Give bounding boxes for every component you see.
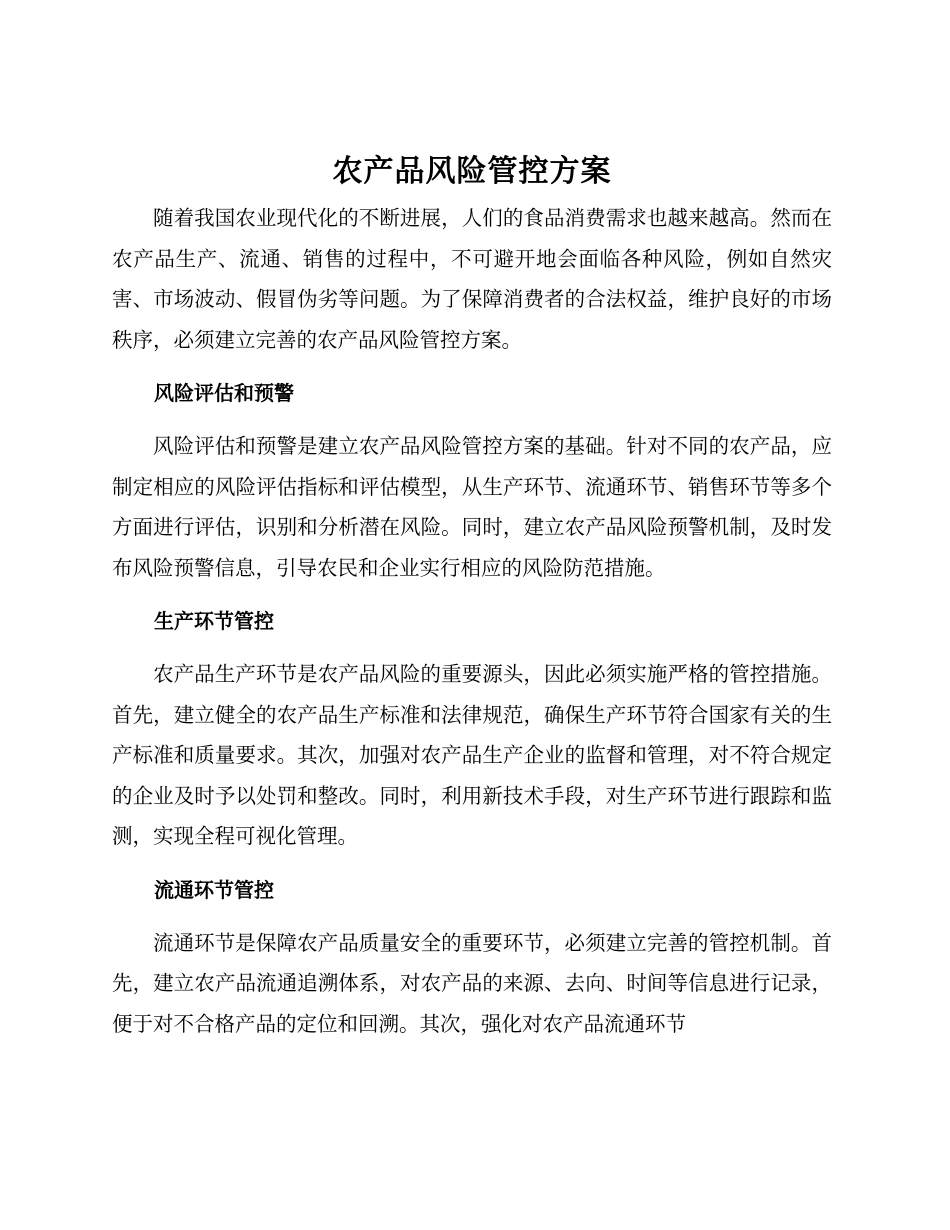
section-heading: 风险评估和预警	[154, 381, 294, 405]
section-production-control	[112, 601, 832, 857]
intro-paragraph: 随着我国农业现代化的不断进展，人们的食品消费需求也越来越高。然而在农产品生产、流通、销售的过程中，不可避开地会面临各种风险，例如自然灾害、市场波动、假冒伪劣等问题。为了保障消费者的合法权益，维护良好的市场秩序，必须建立完善的农产品风险管控方案。	[112, 206, 832, 352]
section-circulation-control	[112, 870, 832, 1045]
section-risk-assessment	[112, 373, 832, 588]
document-title: 农产品风险管控方案	[332, 154, 612, 189]
document-content	[112, 146, 832, 1044]
section-paragraph: 农产品生产环节是农产品风险的重要源头，因此必须实施严格的管控措施。首先，建立健全的农产品生产标准和法律规范，确保生产环节符合国家有关的生产标准和质量要求。其次，加强对农产品生产企业的监督和管理，对不符合规定的企业及时予以处罚和整改。同时，利用新技术手段，对生产环节进行跟踪和监测，实现全程可视化管理。	[112, 662, 832, 848]
section-heading: 流通环节管控	[154, 877, 274, 902]
section-paragraph: 流通环节是保障农产品质量安全的重要环节，必须建立完善的管控机制。首先，建立农产品流通追溯体系，对农产品的来源、去向、时间等信息进行记录，便于对不合格产品的定位和回溯。其次，强化对农产品流通环节	[112, 930, 832, 1036]
section-paragraph: 风险评估和预警是建立农产品风险管控方案的基础。针对不同的农产品，应制定相应的风险评估指标和评估模型，从生产环节、流通环节、销售环节等多个方面进行评估，识别和分析潜在风险。同时，建立农产品风险预警机制，及时发布风险预警信息，引导农民和企业实行相应的风险防范措施。	[112, 434, 832, 580]
section-heading: 生产环节管控	[154, 609, 274, 633]
